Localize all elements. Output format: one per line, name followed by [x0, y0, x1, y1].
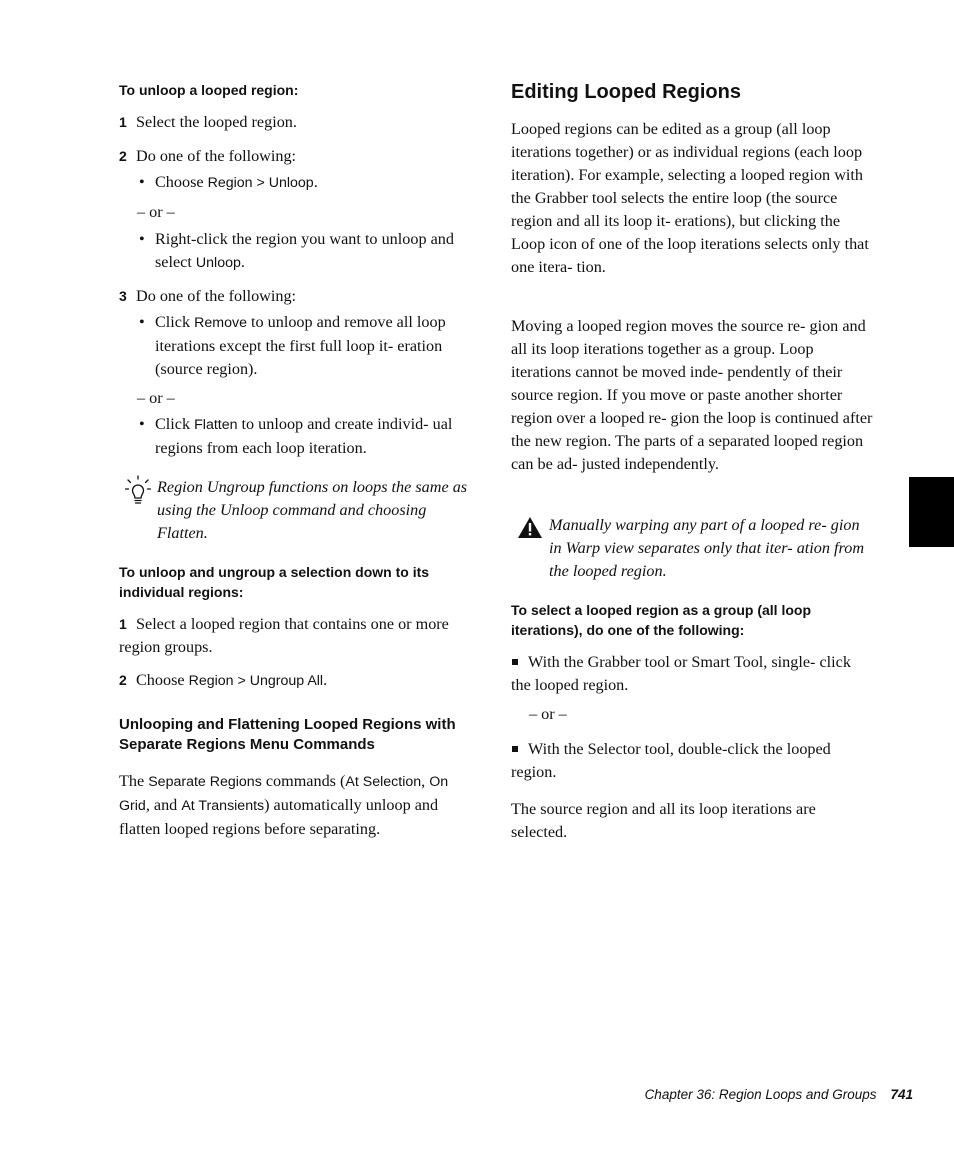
bullet-click-remove: • Click Remove to unloop and remove all loop iterations except the first full loop it- eration (source region). — [137, 311, 489, 381]
step-2: 2 Choose Region > Ungroup All. — [119, 669, 327, 693]
square-bullet — [512, 659, 518, 665]
bullet-click-flatten: • Click Flatten to unloop and create individ- ual regions from each loop iteration. — [137, 413, 489, 460]
list-item: With the Grabber tool or Smart Tool, single- click the looped region. — [511, 653, 851, 694]
tip-note: Region Ungroup functions on loops the same as using the Unloop command and choosing Flatten. — [157, 478, 468, 542]
step-number: 1 — [119, 114, 127, 130]
paragraph-3: The source region and all its loop iterations are selected. — [511, 800, 816, 841]
page-number: 741 — [890, 1087, 913, 1102]
bullet-choose-unloop: • Choose Region > Unloop. — [137, 171, 489, 195]
section-paragraph: The Separate Regions commands (At Selection, On Grid, and At Transients) automatically unloop and flatten looped regions before separating. — [119, 772, 449, 838]
menu-command: Unloop — [195, 255, 241, 271]
menu-path: Region > Ungroup All — [188, 673, 324, 689]
step-number: 2 — [119, 148, 127, 164]
step-text: Select the looped region. — [136, 113, 297, 131]
warning-triangle-icon — [517, 516, 543, 539]
paragraph-1: Looped regions can be edited as a group (all loop iterations together) or as individual regions (each loop iteration). For example, selecting a looped region with the Grabber tool selects the entire loop (the source region and all its loop it- erations), but clicking the Loop icon of one of the loop iterations selects only that one itera- tion. — [511, 120, 869, 276]
step-number: 1 — [119, 616, 127, 632]
or-separator: – or – — [137, 389, 175, 407]
menu-command: At Transients — [181, 798, 265, 814]
paragraph-2: Moving a looped region moves the source re- gion and all its loop iterations together as a group. Loop iterations cannot be moved inde- pendently of their source region. If you move or paste another shorter region over a looped re- gion the loop is continued after the new region. The parts of a separated looped region can be ad- justed independently. — [511, 317, 873, 473]
list-item: With the Selector tool, double-click the looped region. — [511, 740, 831, 781]
warning-note: Manually warping any part of a looped re- gion in Warp view separates only that iter- ation from the looped region. — [549, 516, 865, 580]
button-name: Flatten — [194, 417, 238, 433]
chapter-thumb-tab — [909, 477, 954, 547]
bullet-right-click-unloop: • Right-click the region you want to unloop and select Unloop. — [137, 228, 489, 275]
step-number: 2 — [119, 672, 127, 688]
menu-command: On Grid — [119, 774, 449, 814]
step-text: Select a looped region that contains one or more region groups. — [119, 615, 449, 656]
step-1 — [119, 111, 297, 134]
menu-path: Region > Unloop — [207, 175, 314, 191]
menu-command: Separate Regions — [148, 774, 262, 790]
section-heading: Unlooping and Flattening Looped Regions with Separate Regions Menu Commands — [119, 716, 456, 753]
procedure-heading-ungroup: To unloop and ungroup a selection down to its individual regions: — [119, 564, 430, 600]
or-separator: – or – — [529, 705, 567, 723]
page-title: Editing Looped Regions — [511, 81, 741, 103]
or-separator: – or – — [137, 203, 175, 221]
button-name: Remove — [194, 315, 247, 331]
step-3 — [119, 285, 296, 308]
menu-command: At Selection — [345, 774, 422, 790]
procedure-heading-select-group: To select a looped region as a group (all loop iterations), do one of the following: — [511, 602, 812, 638]
procedure-heading-unloop: To unloop a looped region: — [119, 82, 299, 98]
step-2 — [119, 145, 296, 168]
page-footer — [645, 1087, 913, 1102]
step-1 — [119, 613, 477, 659]
lightbulb-icon — [125, 475, 151, 507]
step-text: Do one of the following: — [136, 287, 297, 305]
footer-chapter: Chapter 36: Region Loops and Groups — [644, 1087, 877, 1102]
step-number: 3 — [119, 288, 127, 304]
square-bullet — [512, 746, 518, 752]
step-text: Do one of the following: — [136, 147, 297, 165]
